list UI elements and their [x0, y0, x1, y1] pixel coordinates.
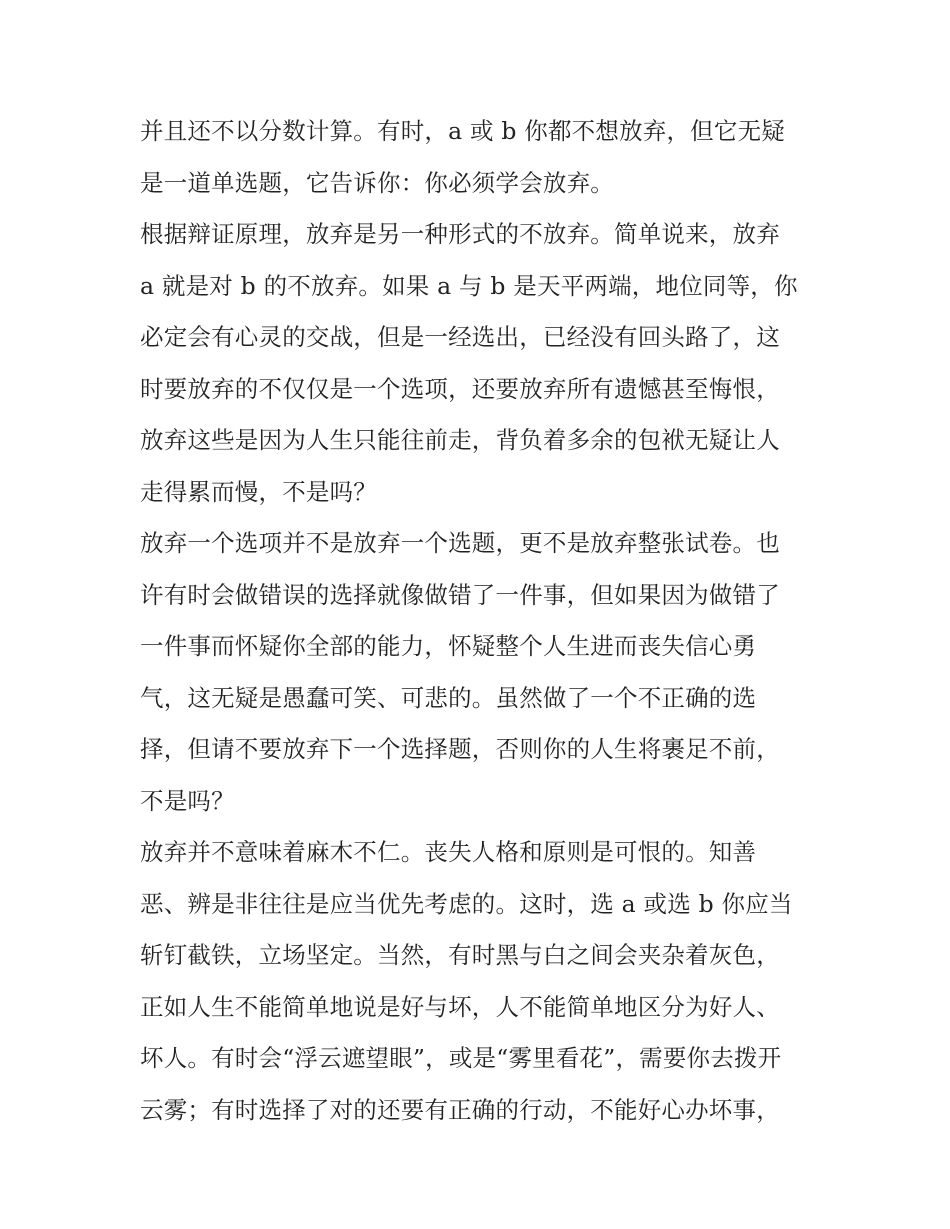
text-line: 气，这无疑是愚蠢可笑、可悲的。虽然做了一个不正确的选 — [140, 683, 757, 712]
text-line: a 就是对 b 的不放弃。如果 a 与 b 是天平两端，地位同等，你 — [140, 271, 798, 300]
text-line: 正如人生不能简单地说是好与坏，人不能简单地区分为好人、 — [140, 992, 780, 1021]
text-line: 坏人。有时会“浮云遮望眼”，或是“雾里看花”，需要你去拨开 — [140, 1044, 782, 1072]
text-line: 是一道单选题，它告诉你：你必须学会放弃。 — [140, 168, 614, 197]
text-line: 不是吗？ — [140, 786, 235, 815]
text-line: 根据辩证原理，放弃是另一种形式的不放弃。简单说来，放弃 — [140, 220, 780, 248]
text-line: 择，但请不要放弃下一个选择题，否则你的人生将裹足不前， — [140, 735, 780, 763]
text-line: 许有时会做错误的选择就像做错了一件事，但如果因为做错了 — [140, 580, 780, 609]
text-line: 必定会有心灵的交战，但是一经选出，已经没有回头路了，这 — [140, 323, 780, 351]
text-line: 放弃并不意味着麻木不仁。丧失人格和原则是可恨的。知善 — [140, 838, 757, 866]
essay-body — [140, 106, 812, 1136]
text-line: 一件事而怀疑你全部的能力，怀疑整个人生进而丧失信心勇 — [140, 632, 757, 660]
text-line: 时要放弃的不仅仅是一个选项，还要放弃所有遗憾甚至悔恨， — [140, 374, 780, 403]
text-line: 走得累而慢，不是吗？ — [140, 477, 377, 506]
text-line: 恶、辨是非往往是应当优先考虑的。这时，选 a 或选 b 你应当 — [140, 889, 793, 918]
text-line: 放弃一个选项并不是放弃一个选题，更不是放弃整张试卷。也 — [140, 529, 780, 557]
text-line: 放弃这些是因为人生只能往前走，背负着多余的包袱无疑让人 — [140, 426, 780, 454]
text-line: 并且还不以分数计算。有时，a 或 b 你都不想放弃，但它无疑 — [140, 117, 785, 145]
text-line: 斩钉截铁，立场坚定。当然，有时黑与白之间会夹杂着灰色， — [140, 941, 780, 969]
text-line: 云雾；有时选择了对的还要有正确的行动，不能好心办坏事， — [140, 1095, 780, 1124]
